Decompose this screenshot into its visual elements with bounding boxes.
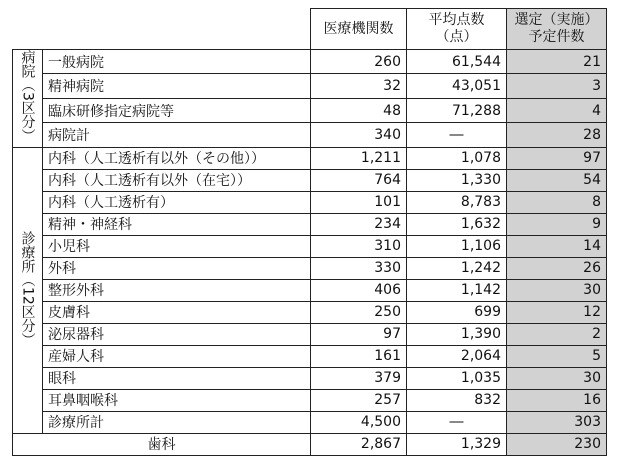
row-facilities: 101 [311,191,407,213]
row-selected: 97 [507,147,607,169]
row-facilities: 310 [311,235,407,257]
row-avg-points: 832 [407,389,507,411]
table-row [13,279,607,301]
row-facilities: 32 [311,74,407,98]
row-facilities: 250 [311,301,407,323]
row-facilities: 330 [311,257,407,279]
header-selected: 選定（実施） 予定件数 [507,9,607,50]
header-row [13,9,607,50]
row-selected: 230 [507,433,607,455]
row-name: 歯科 [13,433,311,455]
row-name: 病院計 [43,123,311,148]
row-avg-points: 8,783 [407,191,507,213]
row-selected: 303 [507,411,607,433]
row-facilities: 4,500 [311,411,407,433]
row-avg-points: 1,142 [407,279,507,301]
row-selected: 28 [507,123,607,148]
header-blank [13,9,311,50]
clinics-group-label [13,147,43,433]
row-avg-points: 1,329 [407,433,507,455]
row-avg-points: 1,106 [407,235,507,257]
row-facilities: 406 [311,279,407,301]
row-name: 小児科 [43,235,311,257]
row-selected: 5 [507,345,607,367]
row-name: 内科（人工透析有） [43,191,311,213]
row-name: 臨床研修指定病院等 [43,98,311,122]
audit-table [12,8,607,456]
row-selected: 9 [507,213,607,235]
table-row-dental [13,433,607,455]
row-facilities: 97 [311,323,407,345]
row-selected: 4 [507,98,607,122]
row-avg-points: 1,390 [407,323,507,345]
row-selected: 21 [507,50,607,74]
row-name: 一般病院 [43,50,311,74]
row-facilities: 2,867 [311,433,407,455]
row-facilities: 764 [311,169,407,191]
row-name: 内科（人工透析有以外（在宅）） [43,169,311,191]
table-row [13,213,607,235]
row-name: 精神・神経科 [43,213,311,235]
clinics-group-label-text: 診療所（12区分） [19,230,36,347]
table-row [13,169,607,191]
table-row [13,345,607,367]
row-name: 内科（人工透析有以外（その他）） [43,147,311,169]
row-avg-points: 1,632 [407,213,507,235]
row-name: 泌尿器科 [43,323,311,345]
row-facilities: 257 [311,389,407,411]
row-facilities: 48 [311,98,407,122]
row-name: 外科 [43,257,311,279]
table-row [13,235,607,257]
row-selected: 8 [507,191,607,213]
row-selected: 2 [507,323,607,345]
row-avg-points: 61,544 [407,50,507,74]
header-facilities: 医療機関数 [311,9,407,50]
row-selected: 30 [507,279,607,301]
table-row [13,411,607,433]
table-row [13,191,607,213]
hospitals-group-label-text: 病院（3区分） [19,50,36,143]
table-row [13,389,607,411]
row-name: 眼科 [43,367,311,389]
table-row [13,367,607,389]
row-selected: 12 [507,301,607,323]
table-row [13,74,607,98]
row-avg-points: 1,035 [407,367,507,389]
row-name: 耳鼻咽喉科 [43,389,311,411]
table-row [13,257,607,279]
row-avg-points: ― [407,123,507,148]
row-facilities: 260 [311,50,407,74]
row-facilities: 1,211 [311,147,407,169]
row-facilities: 379 [311,367,407,389]
row-selected: 16 [507,389,607,411]
row-name: 精神病院 [43,74,311,98]
row-facilities: 234 [311,213,407,235]
row-avg-points: ― [407,411,507,433]
table-row [13,323,607,345]
row-facilities: 161 [311,345,407,367]
row-avg-points: 1,242 [407,257,507,279]
hospitals-group-label [13,50,43,148]
table-row [13,50,607,74]
row-avg-points: 71,288 [407,98,507,122]
row-avg-points: 2,064 [407,345,507,367]
row-name: 産婦人科 [43,345,311,367]
row-selected: 26 [507,257,607,279]
header-avg-points: 平均点数 （点） [407,9,507,50]
row-avg-points: 43,051 [407,74,507,98]
table-row [13,123,607,148]
row-selected: 30 [507,367,607,389]
row-avg-points: 699 [407,301,507,323]
row-selected: 14 [507,235,607,257]
row-name: 整形外科 [43,279,311,301]
row-name: 皮膚科 [43,301,311,323]
table-row [13,98,607,122]
table-row [13,147,607,169]
table-row [13,301,607,323]
row-selected: 3 [507,74,607,98]
row-selected: 54 [507,169,607,191]
row-avg-points: 1,330 [407,169,507,191]
row-name: 診療所計 [43,411,311,433]
row-avg-points: 1,078 [407,147,507,169]
row-facilities: 340 [311,123,407,148]
